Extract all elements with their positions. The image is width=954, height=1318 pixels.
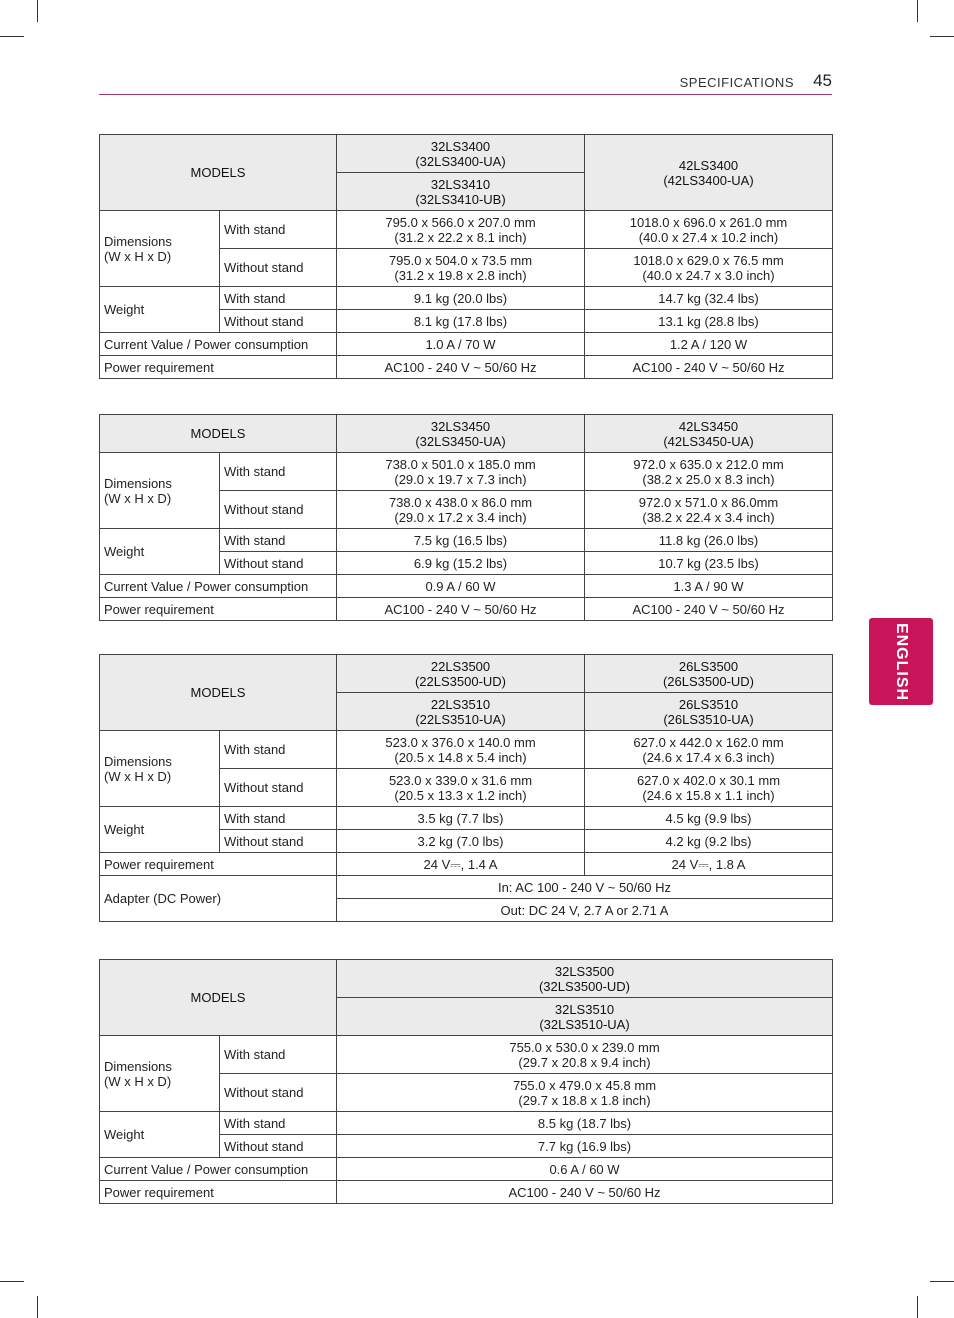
section-title: SPECIFICATIONS <box>679 75 794 90</box>
value-cell: 14.7 kg (32.4 lbs) <box>585 287 833 310</box>
dimensions-label: Dimensions (W x H x D) <box>100 453 220 529</box>
value-cell: 738.0 x 438.0 x 86.0 mm (29.0 x 17.2 x 3.4 inch) <box>337 491 585 529</box>
value-cell: 1.3 A / 90 W <box>585 575 833 598</box>
with-stand-label: With stand <box>220 1112 337 1135</box>
value-cell: 0.6 A / 60 W <box>337 1158 833 1181</box>
current-power-label: Current Value / Power consumption <box>100 1158 337 1181</box>
crop-mark <box>37 0 38 22</box>
value-cell: 3.2 kg (7.0 lbs) <box>337 830 585 853</box>
value-cell: 1.0 A / 70 W <box>337 333 585 356</box>
value-cell: 10.7 kg (23.5 lbs) <box>585 552 833 575</box>
value-cell: 9.1 kg (20.0 lbs) <box>337 287 585 310</box>
current-power-label: Current Value / Power consumption <box>100 333 337 356</box>
weight-label: Weight <box>100 529 220 575</box>
with-stand-label: With stand <box>220 453 337 491</box>
value-cell: AC100 - 240 V ~ 50/60 Hz <box>585 356 833 379</box>
models-header: MODELS <box>100 415 337 453</box>
with-stand-label: With stand <box>220 529 337 552</box>
without-stand-label: Without stand <box>220 769 337 807</box>
value-cell: 4.2 kg (9.2 lbs) <box>585 830 833 853</box>
value-cell: 738.0 x 501.0 x 185.0 mm (29.0 x 19.7 x 7.3 inch) <box>337 453 585 491</box>
value-cell: 795.0 x 504.0 x 73.5 mm (31.2 x 19.8 x 2.8 inch) <box>337 249 585 287</box>
crop-mark <box>917 0 918 22</box>
spec-table-4 <box>99 959 833 1204</box>
models-header: MODELS <box>100 135 337 211</box>
value-cell: 8.1 kg (17.8 lbs) <box>337 310 585 333</box>
value-cell: 795.0 x 566.0 x 207.0 mm (31.2 x 22.2 x 8.1 inch) <box>337 211 585 249</box>
with-stand-label: With stand <box>220 1036 337 1074</box>
value-cell: 6.9 kg (15.2 lbs) <box>337 552 585 575</box>
with-stand-label: With stand <box>220 807 337 830</box>
weight-label: Weight <box>100 287 220 333</box>
page-header <box>99 70 832 95</box>
dimensions-label: Dimensions (W x H x D) <box>100 211 220 287</box>
value-cell: AC100 - 240 V ~ 50/60 Hz <box>585 598 833 621</box>
with-stand-label: With stand <box>220 211 337 249</box>
crop-mark <box>0 1281 24 1282</box>
value-cell: 3.5 kg (7.7 lbs) <box>337 807 585 830</box>
model-cell: 32LS3450 (32LS3450-UA) <box>337 415 585 453</box>
adapter-label: Adapter (DC Power) <box>100 876 337 922</box>
with-stand-label: With stand <box>220 287 337 310</box>
model-cell: 26LS3500 (26LS3500-UD) <box>585 655 833 693</box>
value-cell: 1018.0 x 629.0 x 76.5 mm (40.0 x 24.7 x 3.0 inch) <box>585 249 833 287</box>
language-tab-label: ENGLISH <box>893 622 910 701</box>
value-cell: AC100 - 240 V ~ 50/60 Hz <box>337 356 585 379</box>
with-stand-label: With stand <box>220 731 337 769</box>
without-stand-label: Without stand <box>220 552 337 575</box>
page-number: 45 <box>813 71 832 90</box>
model-cell: 26LS3510 (26LS3510-UA) <box>585 693 833 731</box>
current-power-label: Current Value / Power consumption <box>100 575 337 598</box>
value-cell: 1018.0 x 696.0 x 261.0 mm (40.0 x 27.4 x 10.2 inch) <box>585 211 833 249</box>
crop-mark <box>37 1296 38 1318</box>
model-cell: 42LS3400 (42LS3400-UA) <box>585 135 833 211</box>
power-requirement-label: Power requirement <box>100 598 337 621</box>
value-cell: 627.0 x 402.0 x 30.1 mm (24.6 x 15.8 x 1.1 inch) <box>585 769 833 807</box>
spec-table-1 <box>99 134 833 379</box>
model-cell: 42LS3450 (42LS3450-UA) <box>585 415 833 453</box>
value-cell: 4.5 kg (9.9 lbs) <box>585 807 833 830</box>
models-header: MODELS <box>100 960 337 1036</box>
value-cell: Out: DC 24 V, 2.7 A or 2.71 A <box>337 899 833 922</box>
value-cell: 755.0 x 530.0 x 239.0 mm (29.7 x 20.8 x 9.4 inch) <box>337 1036 833 1074</box>
value-cell: 523.0 x 339.0 x 31.6 mm (20.5 x 13.3 x 1.2 inch) <box>337 769 585 807</box>
value-cell: 972.0 x 571.0 x 86.0mm (38.2 x 22.4 x 3.4 inch) <box>585 491 833 529</box>
spec-table-3 <box>99 654 833 922</box>
model-cell: 32LS3500 (32LS3500-UD) <box>337 960 833 998</box>
dimensions-label: Dimensions (W x H x D) <box>100 1036 220 1112</box>
value-cell: 7.7 kg (16.9 lbs) <box>337 1135 833 1158</box>
value-cell: 1.2 A / 120 W <box>585 333 833 356</box>
crop-mark <box>930 1281 954 1282</box>
without-stand-label: Without stand <box>220 830 337 853</box>
value-cell: 7.5 kg (16.5 lbs) <box>337 529 585 552</box>
value-cell: 0.9 A / 60 W <box>337 575 585 598</box>
without-stand-label: Without stand <box>220 1074 337 1112</box>
weight-label: Weight <box>100 1112 220 1158</box>
power-requirement-label: Power requirement <box>100 356 337 379</box>
value-cell: 627.0 x 442.0 x 162.0 mm (24.6 x 17.4 x 6.3 inch) <box>585 731 833 769</box>
model-cell: 32LS3410 (32LS3410-UB) <box>337 173 585 211</box>
value-cell: 11.8 kg (26.0 lbs) <box>585 529 833 552</box>
dimensions-label: Dimensions (W x H x D) <box>100 731 220 807</box>
value-cell: 24 V⎓, 1.4 A <box>337 853 585 876</box>
without-stand-label: Without stand <box>220 310 337 333</box>
without-stand-label: Without stand <box>220 1135 337 1158</box>
crop-mark <box>930 36 954 37</box>
value-cell: In: AC 100 - 240 V ~ 50/60 Hz <box>337 876 833 899</box>
power-requirement-label: Power requirement <box>100 1181 337 1204</box>
models-header: MODELS <box>100 655 337 731</box>
value-cell: 755.0 x 479.0 x 45.8 mm (29.7 x 18.8 x 1.8 inch) <box>337 1074 833 1112</box>
model-cell: 22LS3500 (22LS3500-UD) <box>337 655 585 693</box>
value-cell: 8.5 kg (18.7 lbs) <box>337 1112 833 1135</box>
value-cell: 13.1 kg (28.8 lbs) <box>585 310 833 333</box>
value-cell: AC100 - 240 V ~ 50/60 Hz <box>337 598 585 621</box>
value-cell: AC100 - 240 V ~ 50/60 Hz <box>337 1181 833 1204</box>
model-cell: 22LS3510 (22LS3510-UA) <box>337 693 585 731</box>
crop-mark <box>0 36 24 37</box>
model-cell: 32LS3400 (32LS3400-UA) <box>337 135 585 173</box>
crop-mark <box>917 1296 918 1318</box>
power-requirement-label: Power requirement <box>100 853 337 876</box>
model-cell: 32LS3510 (32LS3510-UA) <box>337 998 833 1036</box>
value-cell: 24 V⎓, 1.8 A <box>585 853 833 876</box>
without-stand-label: Without stand <box>220 491 337 529</box>
language-tab <box>869 618 933 705</box>
value-cell: 523.0 x 376.0 x 140.0 mm (20.5 x 14.8 x 5.4 inch) <box>337 731 585 769</box>
weight-label: Weight <box>100 807 220 853</box>
spec-table-2 <box>99 414 833 621</box>
without-stand-label: Without stand <box>220 249 337 287</box>
value-cell: 972.0 x 635.0 x 212.0 mm (38.2 x 25.0 x 8.3 inch) <box>585 453 833 491</box>
